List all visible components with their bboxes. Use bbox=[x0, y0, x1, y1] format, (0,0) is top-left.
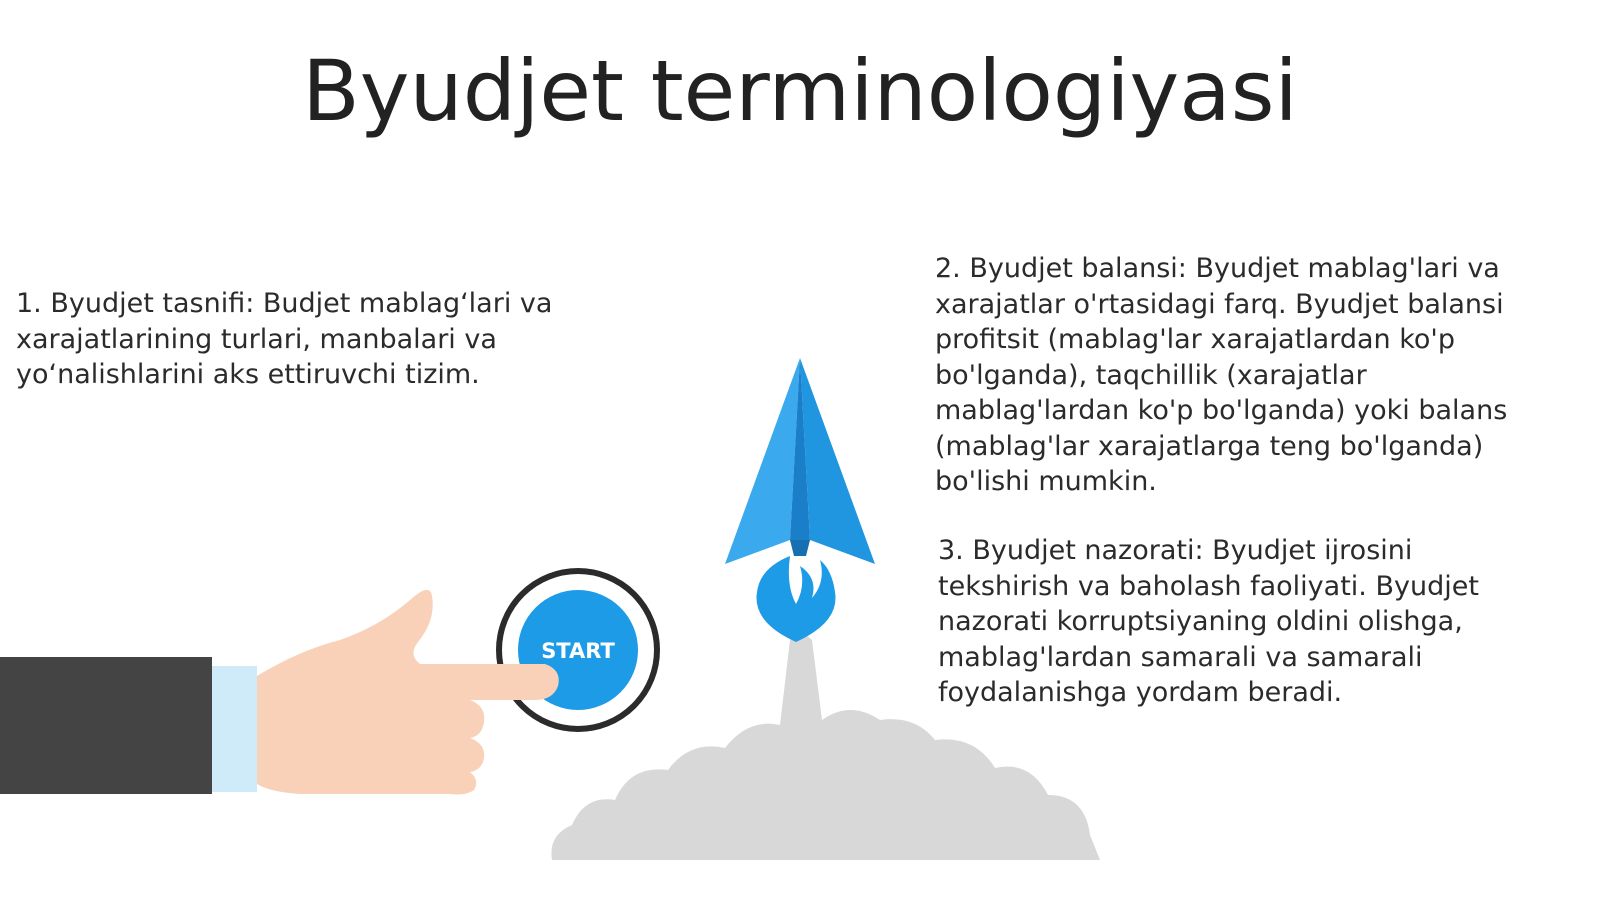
start-button-icon[interactable] bbox=[499, 571, 657, 729]
paper-rocket-icon bbox=[725, 358, 875, 564]
flame-icon bbox=[756, 556, 835, 642]
slide-title: Byudjet terminologiyasi bbox=[302, 42, 1298, 140]
start-button-label: START bbox=[541, 639, 615, 663]
fingertip bbox=[480, 664, 559, 700]
term-item-classification: 1. Byudjet tasnifi: Budjet mablag‘lari va xarajatlarining turlari, manbalari va yo‘nalishlarini aks ettiruvchi tizim. bbox=[16, 288, 553, 390]
launch-illustration bbox=[0, 340, 1120, 880]
term-item-control: 3. Byudjet nazorati: Byudjet ijrosini tekshirish va baholash faoliyati. Byudjet nazorati korruptsiyaning oldini olishga, mablag'lardan samarali va samarali foydalanishga yordam beradi. bbox=[938, 535, 1479, 708]
term-item-balance: 2. Byudjet balansi: Byudjet mablag'lari va xarajatlar o'rtasidagi farq. Byudjet balansi profitsit (mablag'lar xarajatlardan ko'p bo'lganda), taqchillik (xarajatlar mablag'lardan ko'p bo'lganda) yoki balans (mablag'lar xarajatlarga teng bo'lganda) bo'lishi mumkin. bbox=[935, 253, 1508, 497]
hand-icon bbox=[0, 590, 556, 795]
